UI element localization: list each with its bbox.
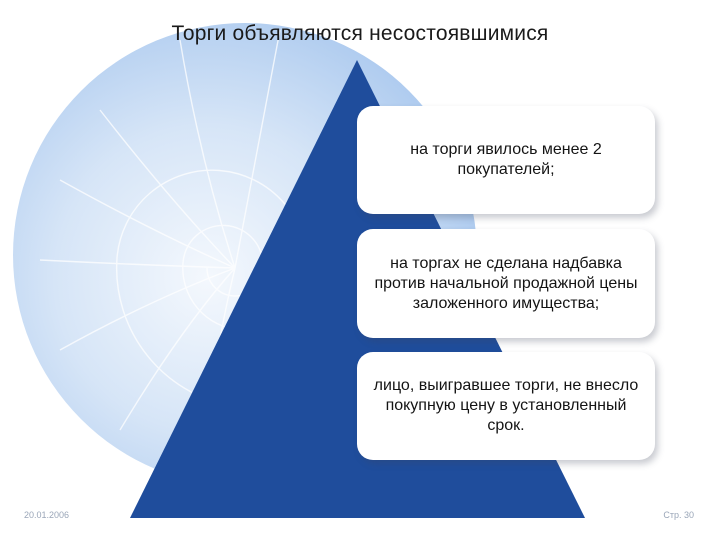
- condition-box-3: [357, 352, 655, 460]
- condition-box-2: [357, 229, 655, 338]
- condition-box-1: [357, 106, 655, 214]
- condition-text-2: на торгах не сделана надбавка против начальной продажной цены заложенного имущества;: [374, 254, 638, 312]
- condition-text-1: на торги явилось менее 2 покупателей;: [410, 141, 602, 178]
- footer-date: 20.01.2006: [24, 510, 70, 520]
- footer-page-number: Стр. 30: [663, 510, 694, 520]
- slide-title: Торги объявляются несостоявшимися: [171, 22, 549, 45]
- condition-text-3: лицо, выигравшее торги, не внесло покупную цену в установленный срок.: [373, 377, 639, 434]
